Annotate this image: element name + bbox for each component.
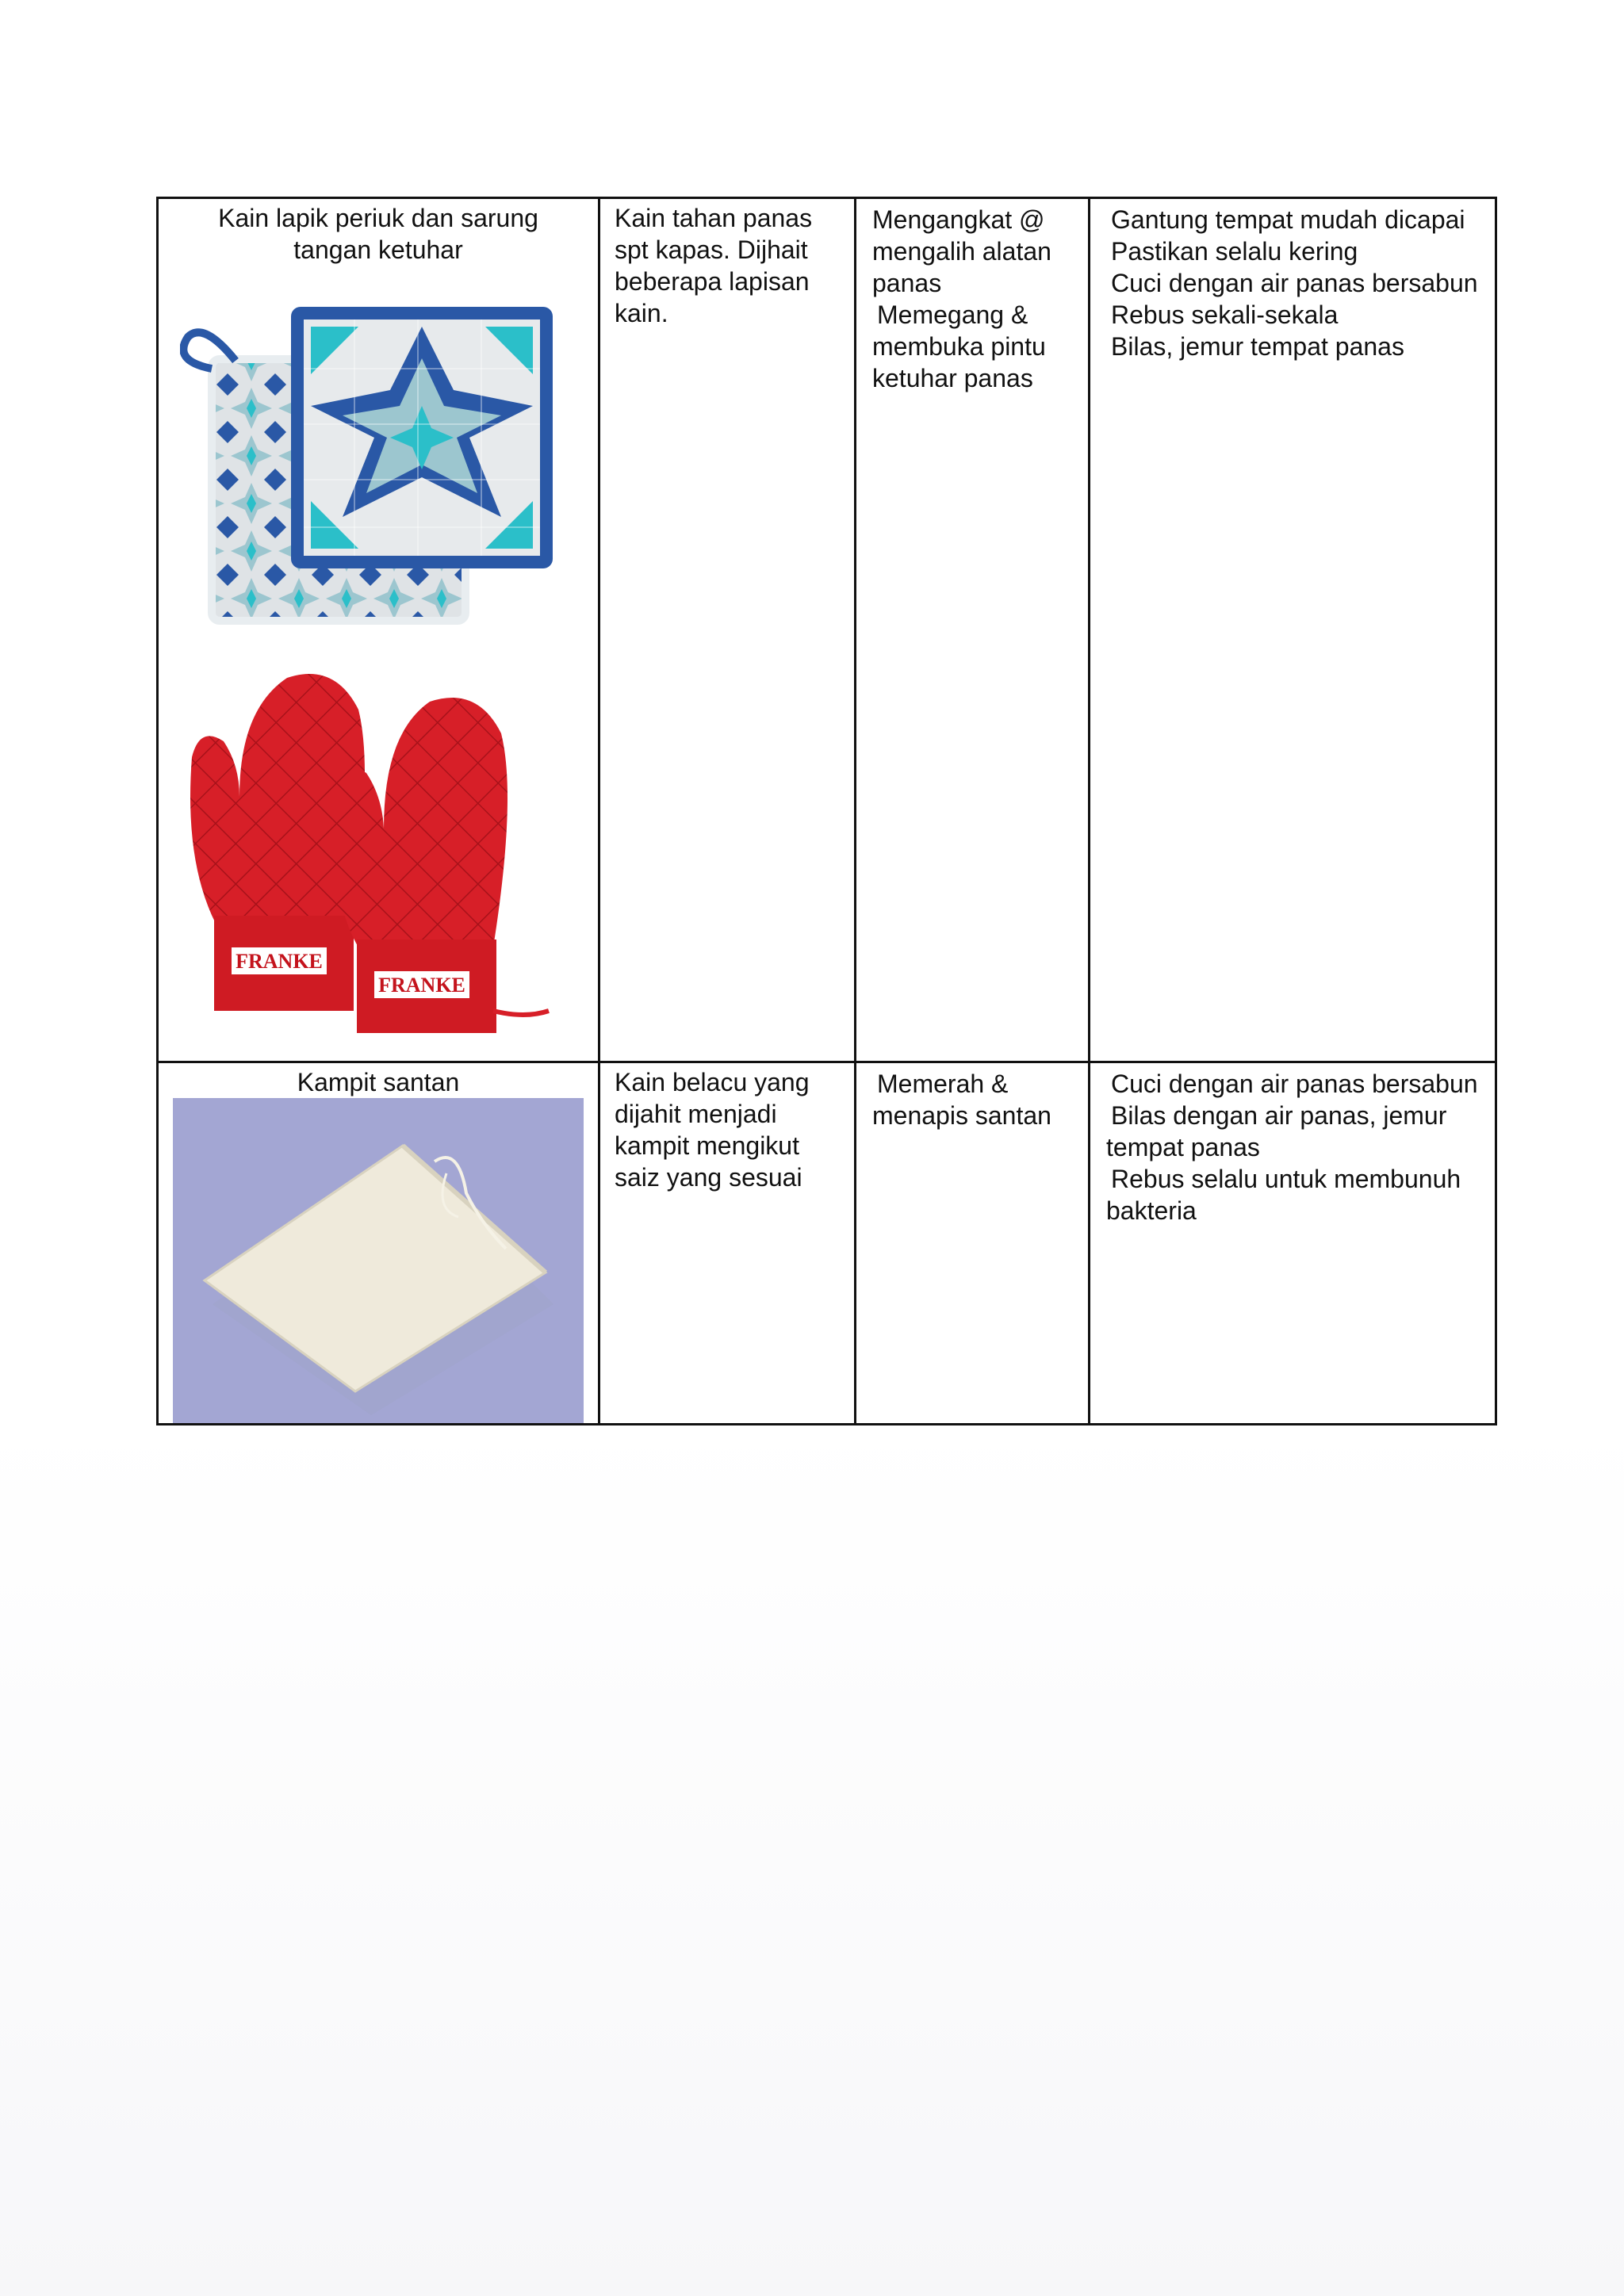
care-item: Cuci dengan air panas bersabun — [1111, 1070, 1478, 1098]
table-row — [158, 198, 1496, 1062]
material-text: Kain belacu yang dijahit menjadi kampit mengikut saiz yang sesuai — [615, 1068, 810, 1192]
care-cell — [1090, 198, 1496, 1062]
care-item: Rebus sekali-sekala — [1111, 300, 1339, 329]
item-cell — [158, 1062, 599, 1425]
material-cell — [599, 198, 856, 1062]
page-background — [0, 1419, 1624, 2296]
potholder-image — [180, 289, 576, 638]
uses-cell — [856, 1062, 1090, 1425]
care-item: Gantung tempat mudah dicapai — [1111, 205, 1465, 234]
uses-cell — [856, 198, 1090, 1062]
santan-bag-image — [173, 1098, 584, 1423]
utensil-table — [156, 197, 1497, 1425]
use-item: Memerah & menapis santan — [872, 1070, 1051, 1130]
glove-brand-label-2: FRANKE — [378, 974, 465, 997]
care-item: Pastikan selalu kering — [1111, 237, 1358, 266]
item-name: Kain lapik periuk dan sarung tangan ketuhar — [218, 204, 538, 264]
material-cell — [599, 1062, 856, 1425]
care-item: Rebus selalu untuk membunuh bakteria — [1106, 1165, 1461, 1225]
table-row — [158, 1062, 1496, 1425]
item-name: Kampit santan — [297, 1068, 460, 1096]
care-cell — [1090, 1062, 1496, 1425]
use-item: Memegang & membuka pintu ketuhar panas — [872, 300, 1046, 392]
front-potholder — [291, 307, 553, 568]
item-cell — [158, 198, 599, 1062]
oven-mitt-image — [176, 662, 580, 1035]
care-item: Bilas, jemur tempat panas — [1111, 332, 1404, 361]
care-item: Cuci dengan air panas bersabun — [1111, 269, 1478, 297]
material-text: Kain tahan panas spt kapas. Dijhait beberapa lapisan kain. — [615, 204, 813, 327]
care-item: Bilas dengan air panas, jemur tempat panas — [1106, 1101, 1447, 1161]
use-item: Mengangkat @ mengalih alatan panas — [872, 205, 1051, 297]
glove-brand-label: FRANKE — [236, 950, 323, 973]
